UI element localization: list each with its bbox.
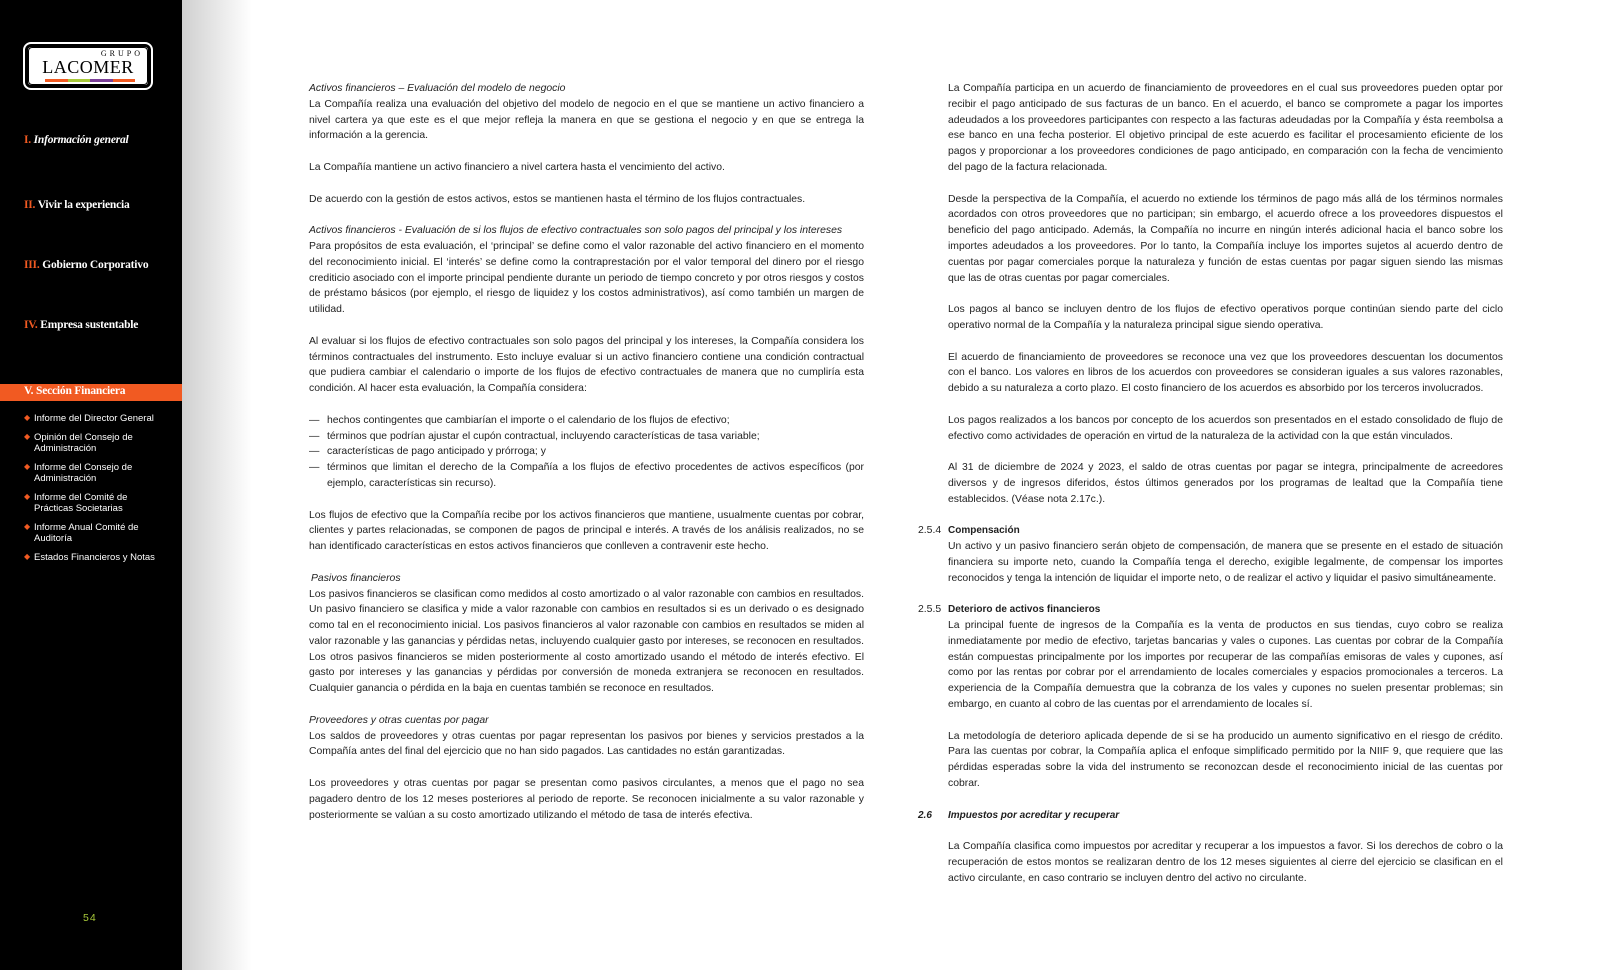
subnav-item-informe-consejo[interactable]: ◆ Informe del Consejo de Administración (24, 462, 133, 484)
section-2-5-5 (918, 602, 1503, 792)
logo-grupo-text: GRUPO (100, 49, 143, 58)
list-item: — hechos contingentes que cambiarían el importe o el calendario de los flujos de efectivo; (309, 414, 730, 426)
paragraph: Al evaluar si los flujos de efectivo contractuales son solo pagos del principal y los intereses, la Compañía considera los términos contractuales del instrumento. Esto incluye evaluar si un activo financiero contiene una condición contractual que pudiera cambiar el calendario o importe de los flujos de efectivo contractuales de manera que no cumpliría esta condición. Al hacer esta evaluación, la Compañía considera: (309, 335, 864, 395)
nav-item-informacion-general[interactable] (24, 134, 129, 146)
paragraph: Un activo y un pasivo financiero serán objeto de compensación, de manera que se presente en el estado de situación financiera su importe neto, cuando la Compañía tenga el derecho, exigible legalmente, de compensar los importes reconocidos y tenga la intención de liquidar el importe neto, o de realizar el activo y liquidar el pasivo simultáneamente. (948, 541, 1503, 584)
sidebar (0, 0, 182, 970)
list-item: — características de pago anticipado y prórroga; y (309, 446, 546, 458)
paragraph: Los proveedores y otras cuentas por pagar se presentan como pasivos circulantes, a menos que el pago no sea pagadero dentro de los 12 meses posteriores al periodo de reporte. Se reconocen inicialmente a su valor razonable y posteriormente se valúan a su costo amortizado utilizando el método de tasa de interés efectiva. (309, 778, 864, 821)
nav-item-vivir-la-experiencia[interactable] (24, 199, 130, 211)
section-number: 2.6 (918, 809, 932, 821)
paragraph: Desde la perspectiva de la Compañía, el acuerdo no extiende los términos de pago más allá de los términos normales acordados con otros proveedores que no participan; sin embargo, el acuerdo ofrece a los proveedores dispuestos el beneficio del pago anticipado. Además, la Compañía no incurre en ningún interés adicional hacia el banco sobre los importes adeudados a los proveedores. Por lo tanto, la Compañía incluye los importes sujetos al acuerdo dentro de cuentas por pagar comerciales porque la naturaleza y función de estas cuentas por pagar siguen siendo las mismas que las de otras cuentas por pagar comerciales. (948, 193, 1503, 284)
paragraph: Al 31 de diciembre de 2024 y 2023, el saldo de otras cuentas por pagar se integra, principalmente de acreedores diversos y de ingresos diferidos, éstos últimos generados por los programas de lealtad que la Compañía tiene establecidos. (Véase nota 2.17c.). (948, 462, 1503, 505)
logo-name-text: LACOMER (42, 57, 134, 77)
diamond-bullet-icon: ◆ (24, 432, 31, 441)
subnav-item-comite-practicas[interactable]: ◆ Informe del Comité de Prácticas Societarias (24, 492, 128, 514)
paragraph: La Compañía realiza una evaluación del objetivo del modelo de negocio en el que se mantiene un activo financiero a nivel cartera ya que este es el que mejor refleja la manera en que se gestiona el negocio y en que se entrega la información a la gerencia. (309, 98, 864, 142)
nav-number: IV. (24, 319, 38, 331)
section-number: 2.5.4 (918, 525, 942, 537)
paragraph: De acuerdo con la gestión de estos activos, estos se mantienen hasta el término de los flujos contractuales. (309, 193, 806, 205)
diamond-bullet-icon: ◆ (24, 552, 31, 561)
paragraph: La principal fuente de ingresos de la Compañía es la venta de productos en sus tiendas, cuyo cobro se realiza inmediatamente por medio de efectivo, tarjetas bancarias y vales o cupones. Las cuentas por cobrar de la Compañía están compuestas principalmente por los importes por recuperar de las compañías emisoras de vales y cupones, así como por las rentas por cobrar por el arrendamiento de locales comerciales y espacios promocionales a terceros. La experiencia de la Compañía demuestra que la cobranza de los vales y cupones no suelen presentar problemas; sin embargo, en cuanto al cobro de las cuentas por el arrendamiento de locales sí. (948, 620, 1503, 711)
nav-label: Sección Financiera (36, 385, 126, 397)
heading-pasivos-financieros: Pasivos financieros (311, 572, 401, 584)
diamond-bullet-icon: ◆ (24, 522, 31, 531)
heading-activos-modelo-negocio: Activos financieros – Evaluación del modelo de negocio (309, 83, 566, 94)
paragraph: Los flujos de efectivo que la Compañía recibe por los activos financieros que mantiene, usualmente cuentas por cobrar, clientes y partes relacionadas, se componen de pagos de principal e interés. A través de los análisis realizados, no se han identificado características en estos activos financieros que conlleven a contravenir este hecho. (309, 509, 864, 553)
paragraph: Los pagos al banco se incluyen dentro de los flujos de efectivo operativos porque continúan siendo parte del ciclo operativo normal de la Compañía y la naturaleza principal sigue siendo operativa. (948, 304, 1503, 331)
section-2-6 (918, 808, 1503, 887)
nav-label: Gobierno Corporativo (42, 259, 149, 271)
left-column (309, 81, 864, 839)
grupo-lacomer-logo[interactable] (25, 44, 151, 88)
subnav-item-estados-financieros[interactable]: ◆ Estados Financieros y Notas (24, 552, 155, 563)
nav-label: Información general (33, 134, 129, 146)
right-column (918, 81, 1503, 902)
sidebar-shadow (182, 0, 252, 970)
nav-number: III. (24, 259, 40, 271)
nav-item-gobierno-corporativo[interactable] (24, 259, 148, 271)
section-title: Compensación (948, 525, 1020, 537)
list-item: — términos que podrían ajustar el cupón contractual, incluyendo características de tasa variable; (309, 430, 760, 442)
section-title: Deterioro de activos financieros (948, 604, 1101, 616)
subnav-item-informe-director-general[interactable]: ◆ Informe del Director General (24, 413, 154, 424)
nav-number: II. (24, 199, 36, 211)
paragraph: Los saldos de proveedores y otras cuentas por pagar representan los pasivos por bienes y servicios prestados a la Compañía antes del final del ejercicio que no han sido pagados. Las cantidades no están garantizadas. (309, 730, 864, 758)
paragraph: Para propósitos de esta evaluación, el ‘principal’ se define como el valor razonable del activo financiero en el momento del reconocimiento inicial. El ‘interés’ se define como la contraprestación por el valor temporal del dinero por el riesgo crediticio asociado con el importe principal pendiente durante un periodo de tiempo concreto y por otros riesgos y costos de préstamo básicos (por ejemplo, el riesgo de liquidez y los costos administrativos), así como también un margen de utilidad. (309, 240, 864, 316)
nav-number: V. (24, 385, 34, 397)
paragraph: La metodología de deterioro aplicada depende de si se ha producido un aumento significativo en el riesgo de crédito. Para las cuentas por cobrar, la Compañía aplica el enfoque simplificado permitido por la NIIF 9, que requiere que las pérdidas esperadas sobre la vida del instrumento se reconozcan desde el reconocimiento inicial de las cuentas por cobrar. (948, 730, 1503, 790)
heading-proveedores: Proveedores y otras cuentas por pagar (309, 714, 489, 726)
nav-item-empresa-sustentable[interactable] (24, 319, 138, 331)
section-number: 2.5.5 (918, 604, 942, 616)
logo-color-stripe (45, 79, 135, 82)
paragraph: La Compañía clasifica como impuestos por acreditar y recuperar a los impuestos a favor. Si los derechos de cobro o la recuperación de estos montos se realizaran dentro de los 12 meses siguientes al cierre del ejercicio se clasifican en el activo circulante, en caso contrario se incluyen dentro del activo no circulante. (948, 841, 1503, 884)
nav-label: Empresa sustentable (40, 319, 139, 331)
heading-activos-flujos: Activos financieros - Evaluación de si los flujos de efectivo contractuales son solo pagos del principal y los intereses (309, 225, 843, 237)
subnav-item-opinion-consejo[interactable]: ◆ Opinión del Consejo de Administración (24, 432, 133, 454)
page-number: 54 (83, 912, 97, 924)
nav-label: Vivir la experiencia (37, 199, 130, 211)
subnav-item-comite-auditoria[interactable]: ◆ Informe Anual Comité de Auditoría (24, 522, 139, 544)
diamond-bullet-icon: ◆ (24, 462, 31, 471)
paragraph: La Compañía mantiene un activo financiero a nivel cartera hasta el vencimiento del activo. (309, 161, 725, 173)
section-title: Impuestos por acreditar y recuperar (948, 809, 1120, 821)
bullet-list (309, 413, 864, 492)
paragraph: La Compañía participa en un acuerdo de financiamiento de proveedores en el cual sus proveedores pueden optar por recibir el pago anticipado de sus facturas de un banco. En el acuerdo, el banco se compromete a pagar los importes adeudados a los proveedores participantes con respecto a las facturas adeudadas por la Compañía y ésta reembolsa a ese banco en una fecha posterior. El objetivo principal de este acuerdo es facilitar el procesamiento eficiente de los pagos y proporcionar a los proveedores condiciones de pago anticipado, en comparación con la fecha de vencimiento del pago de la factura relacionada. (948, 83, 1503, 173)
diamond-bullet-icon: ◆ (24, 492, 31, 501)
paragraph: El acuerdo de financiamiento de proveedores se reconoce una vez que los proveedores descuentan los documentos con el banco. Los valores en libros de los acuerdos con proveedores se consideran iguales a sus valores razonables, debido a su naturaleza a corto plazo. El costo financiero de los acuerdos es absorbido por los terceros involucrados. (948, 351, 1503, 395)
section-2-5-4 (918, 523, 1503, 586)
paragraph: Los pagos realizados a los bancos por concepto de los acuerdos son presentados en el estado consolidado de flujo de efectivo como actividades de operación en virtud de la naturaleza de la actividad con la que están vinculados. (948, 414, 1503, 442)
paragraph: Los pasivos financieros se clasifican como medidos al costo amortizado o al valor razonable con cambios en resultados. Un pasivo financiero se clasifica y mide a valor razonable con cambios en resultados si es un derivado o es designado como tal en el reconocimiento inicial. Los pasivos financieros al valor razonable con cambios en resultados se miden al valor razonable y las ganancias y pérdidas netas, incluyendo cualquier gasto por intereses, se reconocen en resultados. Los otros pasivos financieros se miden posteriormente al costo amortizado usando el método de interés efectivo. El gasto por intereses y las ganancias y pérdidas por conversión de moneda extranjera se reconocen en resultados. Cualquier ganancia o pérdida en la baja en cuentas también se reconoce en resultados. (309, 588, 864, 695)
nav-item-seccion-financiera[interactable] (0, 384, 182, 401)
list-item: — términos que limitan el derecho de la Compañía a los flujos de efectivo procedentes de activos específicos (por ejemplo, características sin recurso). (309, 462, 864, 489)
diamond-bullet-icon: ◆ (24, 413, 31, 422)
nav-number: I. (24, 134, 31, 146)
